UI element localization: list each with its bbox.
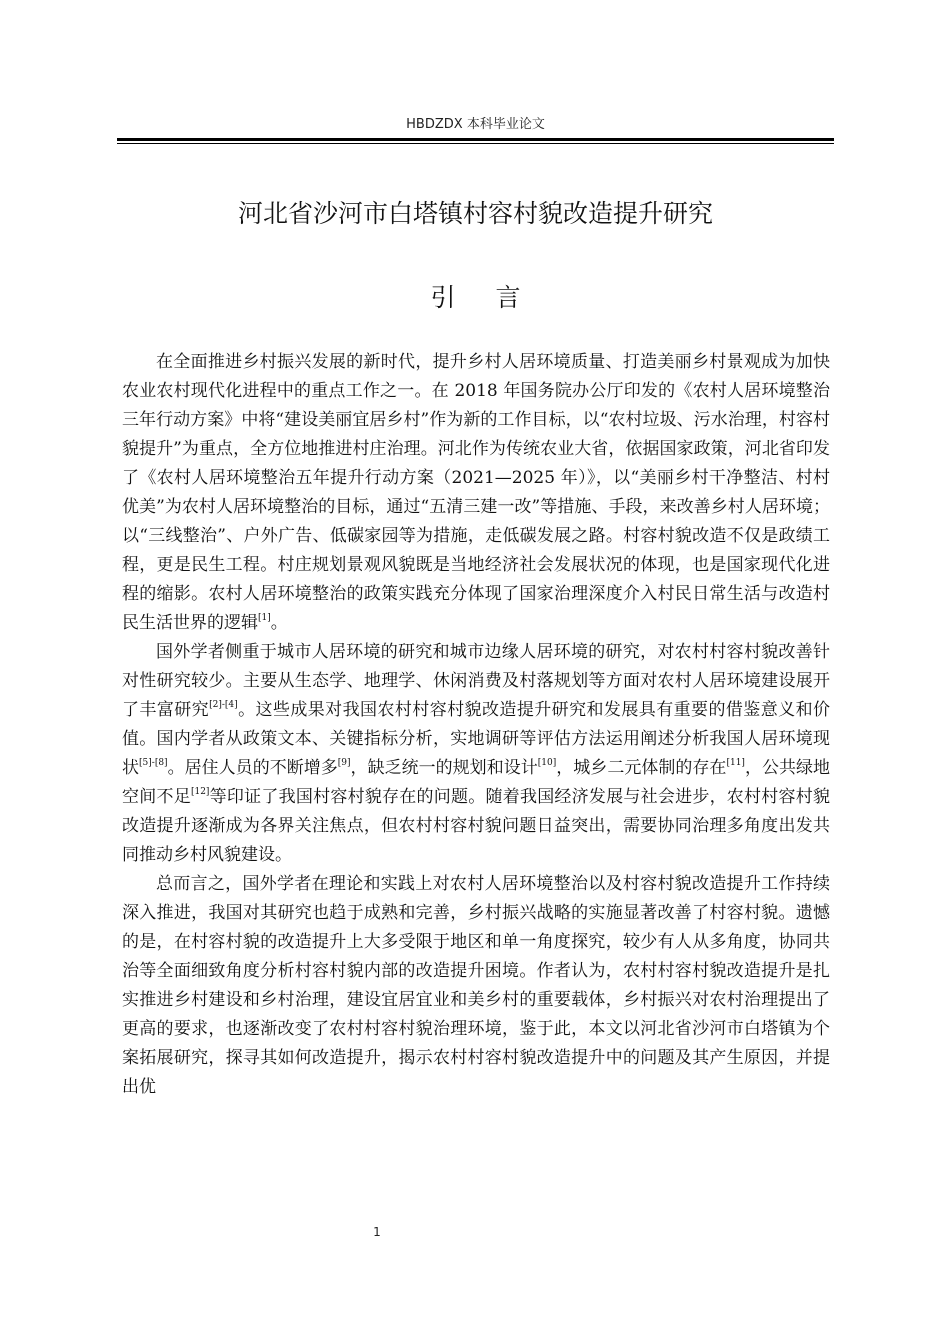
paragraph-text: 等印证了我国村容村貌存在的问题。随着我国经济发展与社会进步，农村村容村貌改造提升逐渐成为各界关注焦点，但农村村容村貌问题日益突出，需要协同治理多角度出发共同推动乡村风貌建设。 xyxy=(122,787,830,865)
paragraph-text: 在全面推进乡村振兴发展的新时代，提升乡村人居环境质量、打造美丽乡村景观成为加快农业农村现代化进程中的重点工作之一。在 2018 年国务院办公厅印发的《农村人居环境整治三年行动方案》中将“建设美丽宜居乡村”作为新的工作目标，以“农村垃圾、污水治理，村容村貌提升”为重点，全方位地推进村庄治理。河北作为传统农业大省，依据国家政策，河北省印发了《农村人居环境整治五年提升行动方案（2021—2025 年）》，以“美丽乡村干净整洁、村村优美”为农村人居环境整治的目标，通过“五清三建一改”等措施、手段，来改善乡村人居环境；以“三线整治”、户外广告、低碳家园等为措施，走低碳发展之路。村容村貌改造不仅是政绩工程，更是民生工程。村庄规划景观风貌既是当地经济社会发展状况的体现，也是国家现代化进程的缩影。农村人居环境整治的政策实践充分体现了国家治理深度介入村民日常生活与改造村民生活世界的逻辑 xyxy=(122,352,830,633)
section-heading: 引言 xyxy=(430,283,561,312)
paragraph-text: 总而言之，国外学者在理论和实践上对农村人居环境整治以及村容村貌改造提升工作持续深入推进，我国对其研究也趋于成熟和完善，乡村振兴战略的实施显著改善了村容村貌。遗憾的是，在村容村貌的改造提升上大多受限于地区和单一角度探究，较少有人从多角度，协同共治等全面细致角度分析村容村貌内部的改造提升困境。作者认为，农村村容村貌改造提升是扎实推进乡村建设和乡村治理，建设宜居宜业和美乡村的重要载体，乡村振兴对农村治理提出了更高的要求，也逐渐改变了农村村容村貌治理环境，鉴于此，本文以河北省沙河市白塔镇为个案拓展研究，探寻其如何改造提升，揭示农村村容村貌改造提升中的问题及其产生原因，并提出优 xyxy=(122,874,830,1097)
header-rule-thin xyxy=(117,143,834,144)
citation-ref: [12] xyxy=(190,787,210,798)
citation-ref: [9] xyxy=(337,758,351,769)
paragraph-text: ，公共绿地空间不足 xyxy=(122,758,831,807)
citation-ref: [2]-[4] xyxy=(209,700,238,711)
paragraph-text: 。这些成果对我国农村村容村貌改造提升研究和发展具有重要的借鉴意义和价值。国内学者从政策文本、关键指标分析，实地调研等评估方法运用阐述分析我国人居环境现状 xyxy=(122,700,830,778)
paragraph-text: ，缺乏统一的规划和设计 xyxy=(350,758,538,778)
paragraph-text: 国外学者侧重于城市人居环境的研究和城市边缘人居环境的研究，对农村村容村貌改善针对性研究较少。主要从生态学、地理学、休闲消费及村落规划等方面对农村人居环境建设展开了丰富研究 xyxy=(122,642,830,720)
citation-ref: [11] xyxy=(726,758,745,769)
paragraph xyxy=(122,348,830,638)
paragraph-text: 。居住人员的不断增多 xyxy=(167,758,338,778)
page-number: 1 xyxy=(373,1225,381,1239)
header-rule-thick xyxy=(117,138,834,141)
paragraph-text: ，城乡二元体制的存在 xyxy=(556,758,727,778)
running-header: HBDZDX 本科毕业论文 xyxy=(406,117,545,132)
body-text xyxy=(122,348,830,1102)
paragraph-text: 。 xyxy=(270,613,288,633)
paper-title: 河北省沙河市白塔镇村容村貌改造提升研究 xyxy=(237,199,713,228)
citation-ref: [1] xyxy=(258,613,271,624)
paragraph xyxy=(122,870,830,1102)
citation-ref: [5]-[8] xyxy=(139,758,168,769)
paragraph xyxy=(122,638,830,870)
citation-ref: [10] xyxy=(537,758,557,769)
